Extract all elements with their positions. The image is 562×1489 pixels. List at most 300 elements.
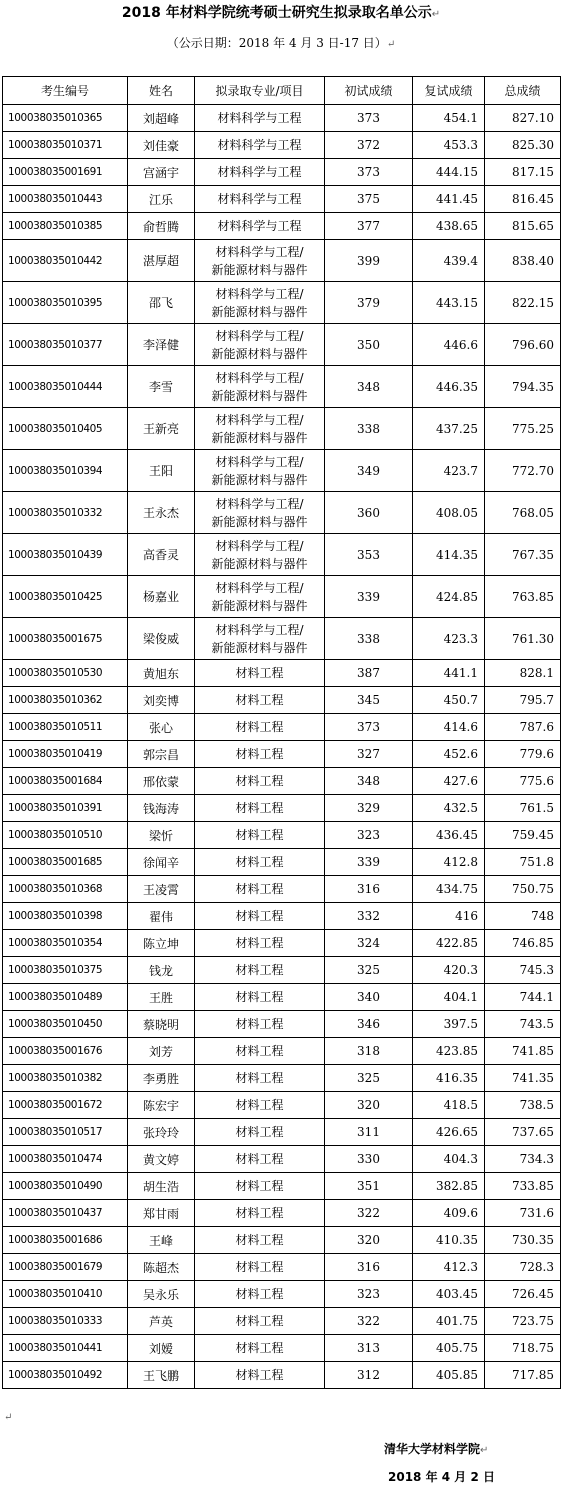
cell-student-id: 100038035010489 — [3, 984, 128, 1011]
cell-total-score: 746.85 — [485, 930, 561, 957]
cell-student-id: 100038035001675 — [3, 618, 128, 660]
cell-second-score: 418.5 — [413, 1092, 485, 1119]
table-row — [3, 822, 561, 849]
cell-second-score: 405.85 — [413, 1362, 485, 1389]
cell-second-score: 423.85 — [413, 1038, 485, 1065]
cell-student-id: 100038035001672 — [3, 1092, 128, 1119]
cell-second-score: 405.75 — [413, 1335, 485, 1362]
cell-major: 材料工程 — [195, 660, 325, 687]
cell-total-score: 763.85 — [485, 576, 561, 618]
cell-name: 胡生浩 — [128, 1173, 195, 1200]
cell-major: 材料科学与工程/ 新能源材料与器件 — [195, 240, 325, 282]
cell-total-score: 761.5 — [485, 795, 561, 822]
cell-student-id: 100038035001691 — [3, 159, 128, 186]
cell-total-score: 817.15 — [485, 159, 561, 186]
cell-second-score: 404.1 — [413, 984, 485, 1011]
cell-total-score: 815.65 — [485, 213, 561, 240]
cell-name: 江乐 — [128, 186, 195, 213]
cell-name: 王峰 — [128, 1227, 195, 1254]
cell-second-score: 436.45 — [413, 822, 485, 849]
cell-student-id: 100038035010443 — [3, 186, 128, 213]
table-row — [3, 240, 561, 282]
cell-name: 陈超杰 — [128, 1254, 195, 1281]
cell-major: 材料工程 — [195, 876, 325, 903]
cell-student-id: 100038035010398 — [3, 903, 128, 930]
cell-student-id: 100038035010442 — [3, 240, 128, 282]
table-row — [3, 324, 561, 366]
cell-student-id: 100038035010474 — [3, 1146, 128, 1173]
cell-major: 材料工程 — [195, 768, 325, 795]
cell-total-score: 822.15 — [485, 282, 561, 324]
cell-student-id: 100038035010394 — [3, 450, 128, 492]
cell-first-score: 339 — [325, 849, 413, 876]
cell-major: 材料工程 — [195, 1335, 325, 1362]
cell-total-score: 816.45 — [485, 186, 561, 213]
paragraph-mark: ↵ — [4, 1412, 13, 1423]
cell-second-score: 444.15 — [413, 159, 485, 186]
cell-student-id: 100038035010419 — [3, 741, 128, 768]
cell-student-id: 100038035010377 — [3, 324, 128, 366]
table-row — [3, 1281, 561, 1308]
cell-second-score: 439.4 — [413, 240, 485, 282]
cell-student-id: 100038035010371 — [3, 132, 128, 159]
document-title: 2018 年材料学院统考硕士研究生拟录取名单公示↵ — [121, 5, 441, 21]
table-row — [3, 492, 561, 534]
cell-student-id: 100038035010490 — [3, 1173, 128, 1200]
cell-major: 材料工程 — [195, 1065, 325, 1092]
cell-total-score: 772.70 — [485, 450, 561, 492]
cell-second-score: 427.6 — [413, 768, 485, 795]
table-body — [3, 105, 561, 1389]
cell-student-id: 100038035001676 — [3, 1038, 128, 1065]
cell-total-score: 723.75 — [485, 1308, 561, 1335]
cell-name: 刘奕博 — [128, 687, 195, 714]
cell-major: 材料科学与工程/ 新能源材料与器件 — [195, 492, 325, 534]
cell-total-score: 734.3 — [485, 1146, 561, 1173]
footer-date: 2018 年 4 月 2 日 — [388, 1470, 495, 1484]
cell-total-score: 759.45 — [485, 822, 561, 849]
cell-major: 材料科学与工程 — [195, 132, 325, 159]
cell-name: 俞哲腾 — [128, 213, 195, 240]
cell-second-score: 438.65 — [413, 213, 485, 240]
cell-first-score: 316 — [325, 1254, 413, 1281]
cell-major: 材料工程 — [195, 822, 325, 849]
cell-second-score: 409.6 — [413, 1200, 485, 1227]
cell-name: 钱龙 — [128, 957, 195, 984]
table-row — [3, 366, 561, 408]
cell-name: 梁俊威 — [128, 618, 195, 660]
cell-student-id: 100038035010510 — [3, 822, 128, 849]
cell-first-score: 330 — [325, 1146, 413, 1173]
cell-total-score: 718.75 — [485, 1335, 561, 1362]
cell-second-score: 424.85 — [413, 576, 485, 618]
cell-student-id: 100038035010425 — [3, 576, 128, 618]
cell-student-id: 100038035001686 — [3, 1227, 128, 1254]
cell-major: 材料科学与工程/ 新能源材料与器件 — [195, 618, 325, 660]
cell-major: 材料工程 — [195, 849, 325, 876]
table-row — [3, 795, 561, 822]
cell-total-score: 741.85 — [485, 1038, 561, 1065]
cell-first-score: 399 — [325, 240, 413, 282]
cell-first-score: 345 — [325, 687, 413, 714]
cell-second-score: 446.6 — [413, 324, 485, 366]
cell-second-score: 423.3 — [413, 618, 485, 660]
cell-second-score: 441.45 — [413, 186, 485, 213]
table-row — [3, 1227, 561, 1254]
cell-name: 陈宏宇 — [128, 1092, 195, 1119]
table-row — [3, 1065, 561, 1092]
table-row — [3, 1362, 561, 1389]
cell-total-score: 768.05 — [485, 492, 561, 534]
cell-first-score: 327 — [325, 741, 413, 768]
table-row — [3, 849, 561, 876]
cell-major: 材料工程 — [195, 795, 325, 822]
cell-total-score: 730.35 — [485, 1227, 561, 1254]
cell-second-score: 401.75 — [413, 1308, 485, 1335]
table-row — [3, 132, 561, 159]
cell-first-score: 325 — [325, 957, 413, 984]
cell-student-id: 100038035010365 — [3, 105, 128, 132]
cell-second-score: 403.45 — [413, 1281, 485, 1308]
cell-name: 刘佳豪 — [128, 132, 195, 159]
cell-total-score: 737.65 — [485, 1119, 561, 1146]
cell-major: 材料工程 — [195, 1146, 325, 1173]
cell-name: 王新亮 — [128, 408, 195, 450]
cell-major: 材料科学与工程/ 新能源材料与器件 — [195, 450, 325, 492]
cell-major: 材料工程 — [195, 1200, 325, 1227]
cell-student-id: 100038035001684 — [3, 768, 128, 795]
cell-total-score: 733.85 — [485, 1173, 561, 1200]
cell-total-score: 731.6 — [485, 1200, 561, 1227]
cell-second-score: 414.6 — [413, 714, 485, 741]
cell-major: 材料工程 — [195, 1362, 325, 1389]
table-row — [3, 534, 561, 576]
cell-name: 蔡晓明 — [128, 1011, 195, 1038]
table-row — [3, 687, 561, 714]
cell-first-score: 351 — [325, 1173, 413, 1200]
cell-first-score: 338 — [325, 408, 413, 450]
cell-total-score: 827.10 — [485, 105, 561, 132]
cell-second-score: 382.85 — [413, 1173, 485, 1200]
cell-major: 材料工程 — [195, 1227, 325, 1254]
cell-name: 王飞鹏 — [128, 1362, 195, 1389]
column-header-first-score: 初试成绩 — [325, 77, 413, 105]
table-row — [3, 957, 561, 984]
cell-second-score: 404.3 — [413, 1146, 485, 1173]
cell-name: 李雪 — [128, 366, 195, 408]
footer-organization: 清华大学材料学院↵ — [384, 1442, 489, 1456]
cell-name: 张心 — [128, 714, 195, 741]
cell-second-score: 416.35 — [413, 1065, 485, 1092]
cell-total-score: 726.45 — [485, 1281, 561, 1308]
cell-first-score: 348 — [325, 366, 413, 408]
table-row — [3, 714, 561, 741]
cell-total-score: 750.75 — [485, 876, 561, 903]
cell-first-score: 313 — [325, 1335, 413, 1362]
table-row — [3, 1119, 561, 1146]
cell-major: 材料工程 — [195, 1173, 325, 1200]
cell-total-score: 745.3 — [485, 957, 561, 984]
cell-first-score: 360 — [325, 492, 413, 534]
cell-student-id: 100038035010385 — [3, 213, 128, 240]
cell-major: 材料工程 — [195, 1308, 325, 1335]
table-row — [3, 741, 561, 768]
cell-total-score: 794.35 — [485, 366, 561, 408]
cell-student-id: 100038035010391 — [3, 795, 128, 822]
cell-second-score: 450.7 — [413, 687, 485, 714]
cell-name: 翟伟 — [128, 903, 195, 930]
cell-major: 材料科学与工程/ 新能源材料与器件 — [195, 534, 325, 576]
cell-major: 材料工程 — [195, 1038, 325, 1065]
cell-major: 材料科学与工程/ 新能源材料与器件 — [195, 576, 325, 618]
cell-first-score: 372 — [325, 132, 413, 159]
cell-first-score: 322 — [325, 1308, 413, 1335]
cell-first-score: 325 — [325, 1065, 413, 1092]
table-row — [3, 618, 561, 660]
cell-first-score: 377 — [325, 213, 413, 240]
cell-student-id: 100038035010517 — [3, 1119, 128, 1146]
cell-name: 芦英 — [128, 1308, 195, 1335]
cell-first-score: 379 — [325, 282, 413, 324]
cell-major: 材料工程 — [195, 1119, 325, 1146]
cell-second-score: 397.5 — [413, 1011, 485, 1038]
cell-name: 李勇胜 — [128, 1065, 195, 1092]
cell-first-score: 320 — [325, 1092, 413, 1119]
table-row — [3, 282, 561, 324]
cell-name: 刘嫒 — [128, 1335, 195, 1362]
cell-total-score: 775.25 — [485, 408, 561, 450]
cell-second-score: 423.7 — [413, 450, 485, 492]
cell-total-score: 828.1 — [485, 660, 561, 687]
cell-major: 材料科学与工程/ 新能源材料与器件 — [195, 408, 325, 450]
cell-second-score: 434.75 — [413, 876, 485, 903]
table-row — [3, 1146, 561, 1173]
cell-student-id: 100038035010333 — [3, 1308, 128, 1335]
cell-student-id: 100038035010382 — [3, 1065, 128, 1092]
cell-first-score: 340 — [325, 984, 413, 1011]
cell-second-score: 443.15 — [413, 282, 485, 324]
cell-second-score: 416 — [413, 903, 485, 930]
table-row — [3, 1308, 561, 1335]
cell-second-score: 453.3 — [413, 132, 485, 159]
cell-student-id: 100038035010437 — [3, 1200, 128, 1227]
cell-total-score: 838.40 — [485, 240, 561, 282]
column-header-id: 考生编号 — [3, 77, 128, 105]
cell-total-score: 787.6 — [485, 714, 561, 741]
cell-total-score: 796.60 — [485, 324, 561, 366]
cell-first-score: 323 — [325, 822, 413, 849]
cell-name: 湛厚超 — [128, 240, 195, 282]
cell-first-score: 316 — [325, 876, 413, 903]
cell-first-score: 353 — [325, 534, 413, 576]
table-row — [3, 213, 561, 240]
cell-name: 王凌霄 — [128, 876, 195, 903]
cell-first-score: 373 — [325, 714, 413, 741]
cell-major: 材料工程 — [195, 1281, 325, 1308]
cell-name: 郑甘雨 — [128, 1200, 195, 1227]
cell-student-id: 100038035010362 — [3, 687, 128, 714]
table-row — [3, 984, 561, 1011]
cell-name: 吴永乐 — [128, 1281, 195, 1308]
cell-name: 陈立坤 — [128, 930, 195, 957]
cell-total-score: 728.3 — [485, 1254, 561, 1281]
cell-second-score: 426.65 — [413, 1119, 485, 1146]
cell-name: 高香灵 — [128, 534, 195, 576]
cell-name: 王永杰 — [128, 492, 195, 534]
admission-table — [2, 76, 561, 1389]
cell-first-score: 387 — [325, 660, 413, 687]
cell-first-score: 375 — [325, 186, 413, 213]
cell-first-score: 318 — [325, 1038, 413, 1065]
cell-major: 材料工程 — [195, 687, 325, 714]
cell-second-score: 432.5 — [413, 795, 485, 822]
cell-first-score: 329 — [325, 795, 413, 822]
cell-name: 梁忻 — [128, 822, 195, 849]
cell-name: 宫涵宇 — [128, 159, 195, 186]
cell-student-id: 100038035010444 — [3, 366, 128, 408]
table-row — [3, 186, 561, 213]
cell-major: 材料工程 — [195, 1254, 325, 1281]
cell-student-id: 100038035010439 — [3, 534, 128, 576]
cell-total-score: 761.30 — [485, 618, 561, 660]
table-header-row — [3, 77, 561, 105]
table-row — [3, 1092, 561, 1119]
cell-major: 材料科学与工程 — [195, 159, 325, 186]
cell-major: 材料工程 — [195, 741, 325, 768]
cell-total-score: 825.30 — [485, 132, 561, 159]
cell-name: 李泽健 — [128, 324, 195, 366]
cell-second-score: 437.25 — [413, 408, 485, 450]
cell-first-score: 346 — [325, 1011, 413, 1038]
cell-major: 材料科学与工程 — [195, 105, 325, 132]
cell-student-id: 100038035010375 — [3, 957, 128, 984]
column-header-total-score: 总成绩 — [485, 77, 561, 105]
cell-name: 郭宗昌 — [128, 741, 195, 768]
cell-name: 杨嘉业 — [128, 576, 195, 618]
cell-first-score: 339 — [325, 576, 413, 618]
cell-name: 王阳 — [128, 450, 195, 492]
cell-first-score: 338 — [325, 618, 413, 660]
table-row — [3, 660, 561, 687]
cell-major: 材料科学与工程/ 新能源材料与器件 — [195, 366, 325, 408]
table-row — [3, 1200, 561, 1227]
table-row — [3, 1011, 561, 1038]
cell-first-score: 324 — [325, 930, 413, 957]
cell-major: 材料工程 — [195, 1092, 325, 1119]
cell-major: 材料工程 — [195, 930, 325, 957]
table-row — [3, 1038, 561, 1065]
cell-name: 徐闻辛 — [128, 849, 195, 876]
column-header-name: 姓名 — [128, 77, 195, 105]
cell-second-score: 412.8 — [413, 849, 485, 876]
cell-second-score: 410.35 — [413, 1227, 485, 1254]
table-row — [3, 1173, 561, 1200]
cell-student-id: 100038035010410 — [3, 1281, 128, 1308]
cell-total-score: 743.5 — [485, 1011, 561, 1038]
table-row — [3, 930, 561, 957]
cell-second-score: 446.35 — [413, 366, 485, 408]
cell-student-id: 100038035010368 — [3, 876, 128, 903]
cell-first-score: 348 — [325, 768, 413, 795]
cell-second-score: 408.05 — [413, 492, 485, 534]
cell-name: 黄旭东 — [128, 660, 195, 687]
table-row — [3, 576, 561, 618]
cell-student-id: 100038035010405 — [3, 408, 128, 450]
cell-major: 材料工程 — [195, 714, 325, 741]
cell-student-id: 100038035010441 — [3, 1335, 128, 1362]
table-row — [3, 768, 561, 795]
cell-name: 黄文婷 — [128, 1146, 195, 1173]
cell-name: 刘芳 — [128, 1038, 195, 1065]
cell-first-score: 349 — [325, 450, 413, 492]
cell-second-score: 420.3 — [413, 957, 485, 984]
table-row — [3, 159, 561, 186]
cell-student-id: 100038035010332 — [3, 492, 128, 534]
cell-first-score: 332 — [325, 903, 413, 930]
cell-student-id: 100038035010395 — [3, 282, 128, 324]
cell-first-score: 350 — [325, 324, 413, 366]
cell-student-id: 100038035010511 — [3, 714, 128, 741]
cell-student-id: 100038035001685 — [3, 849, 128, 876]
cell-total-score: 779.6 — [485, 741, 561, 768]
table-row — [3, 408, 561, 450]
cell-total-score: 775.6 — [485, 768, 561, 795]
cell-first-score: 373 — [325, 105, 413, 132]
cell-first-score: 320 — [325, 1227, 413, 1254]
cell-second-score: 441.1 — [413, 660, 485, 687]
table-row — [3, 1335, 561, 1362]
cell-second-score: 422.85 — [413, 930, 485, 957]
table-row — [3, 903, 561, 930]
cell-total-score: 741.35 — [485, 1065, 561, 1092]
cell-first-score: 312 — [325, 1362, 413, 1389]
table-row — [3, 105, 561, 132]
cell-major: 材料科学与工程 — [195, 213, 325, 240]
cell-second-score: 452.6 — [413, 741, 485, 768]
cell-name: 张玲玲 — [128, 1119, 195, 1146]
cell-total-score: 748 — [485, 903, 561, 930]
cell-total-score: 795.7 — [485, 687, 561, 714]
cell-total-score: 767.35 — [485, 534, 561, 576]
cell-major: 材料科学与工程/ 新能源材料与器件 — [195, 282, 325, 324]
cell-name: 邢依蒙 — [128, 768, 195, 795]
column-header-second-score: 复试成绩 — [413, 77, 485, 105]
cell-first-score: 373 — [325, 159, 413, 186]
cell-name: 王胜 — [128, 984, 195, 1011]
cell-second-score: 454.1 — [413, 105, 485, 132]
cell-total-score: 717.85 — [485, 1362, 561, 1389]
document-subtitle: （公示日期：2018 年 4 月 3 日-17 日）↵ — [166, 36, 396, 50]
cell-major: 材料工程 — [195, 957, 325, 984]
cell-major: 材料科学与工程/ 新能源材料与器件 — [195, 324, 325, 366]
cell-major: 材料工程 — [195, 1011, 325, 1038]
cell-first-score: 323 — [325, 1281, 413, 1308]
cell-first-score: 311 — [325, 1119, 413, 1146]
cell-major: 材料科学与工程 — [195, 186, 325, 213]
cell-total-score: 738.5 — [485, 1092, 561, 1119]
cell-name: 刘超峰 — [128, 105, 195, 132]
cell-total-score: 751.8 — [485, 849, 561, 876]
table-row — [3, 1254, 561, 1281]
table-row — [3, 450, 561, 492]
cell-student-id: 100038035010492 — [3, 1362, 128, 1389]
cell-student-id: 100038035010354 — [3, 930, 128, 957]
cell-second-score: 412.3 — [413, 1254, 485, 1281]
cell-major: 材料工程 — [195, 984, 325, 1011]
cell-student-id: 100038035001679 — [3, 1254, 128, 1281]
cell-name: 钱海涛 — [128, 795, 195, 822]
cell-total-score: 744.1 — [485, 984, 561, 1011]
